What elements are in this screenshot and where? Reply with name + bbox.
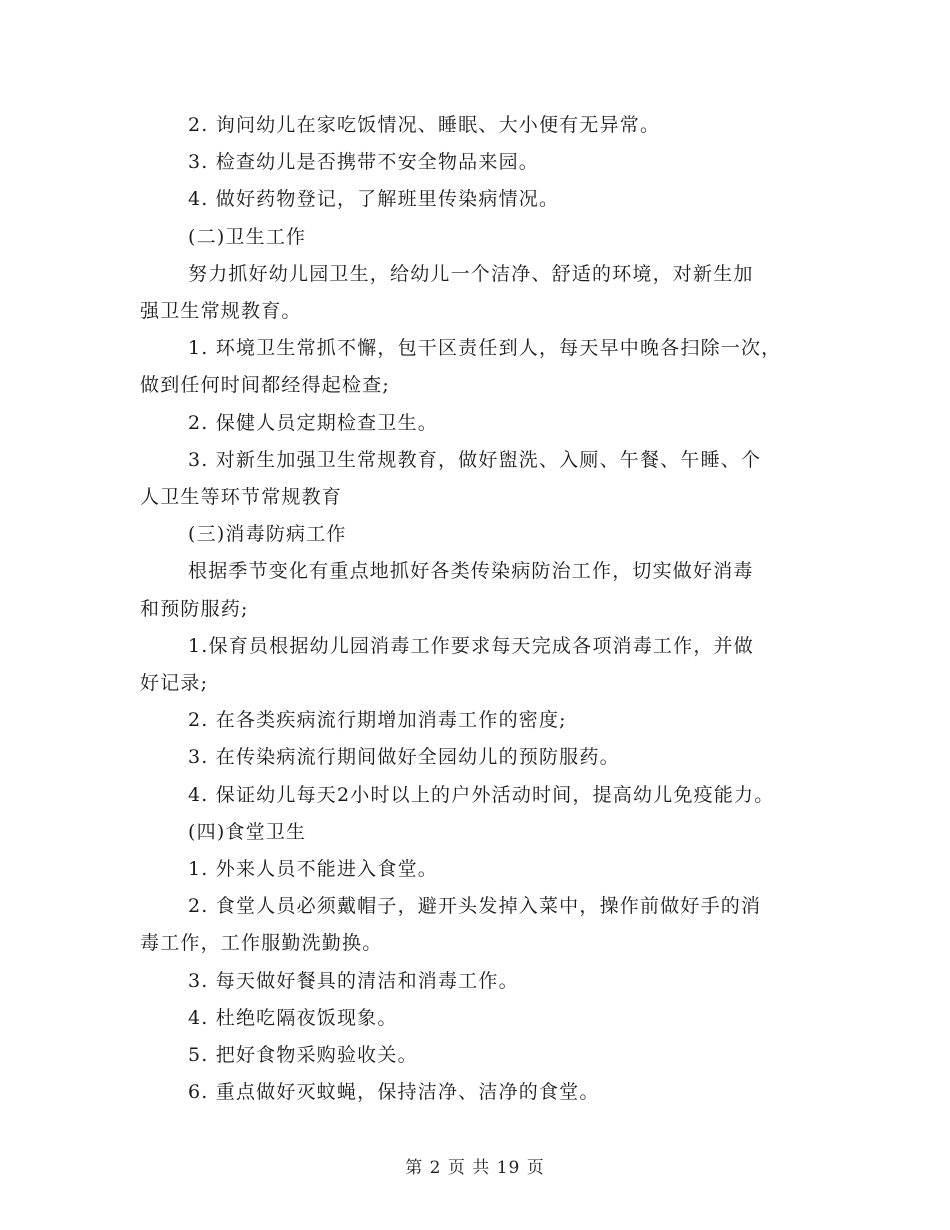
page-number: 第 2 页 共 19 页 bbox=[405, 1158, 545, 1178]
list-item: 3. 对新生加强卫生常规教育，做好盥洗、入厕、午餐、午睡、个 bbox=[188, 448, 762, 471]
paragraph-line: 根据季节变化有重点地抓好各类传染病防治工作，切实做好消毒 bbox=[188, 560, 754, 583]
section-heading: (二)卫生工作 bbox=[188, 225, 307, 248]
paragraph-line: 强卫生常规教育。 bbox=[140, 300, 302, 323]
list-item: 1. 环境卫生常抓不懈，包干区责任到人，每天早中晚各扫除一次， bbox=[188, 337, 782, 360]
list-item: 3. 检查幼儿是否携带不安全物品来园。 bbox=[188, 151, 539, 174]
document-body bbox=[140, 107, 820, 1111]
list-item: 2. 询问幼儿在家吃饭情况、睡眠、大小便有无异常。 bbox=[188, 114, 661, 136]
list-item: 2. 在各类疾病流行期增加消毒工作的密度; bbox=[188, 709, 567, 732]
list-item: 2. 食堂人员必须戴帽子，避开头发掉入菜中，操作前做好手的消 bbox=[188, 895, 762, 918]
list-item: 4. 保证幼儿每天2小时以上的户外活动时间，提高幼儿免疫能力。 bbox=[188, 783, 775, 806]
list-item: 3. 每天做好餐具的清洁和消毒工作。 bbox=[188, 969, 519, 992]
list-item: 4. 做好药物登记，了解班里传染病情况。 bbox=[188, 188, 560, 211]
list-item: 4. 杜绝吃隔夜饭现象。 bbox=[188, 1006, 398, 1029]
list-item-continuation: 人卫生等环节常规教育 bbox=[140, 486, 343, 509]
section-heading: (三)消毒防病工作 bbox=[188, 523, 347, 546]
list-item-continuation: 毒工作，工作服勤洗勤换。 bbox=[140, 932, 383, 955]
section-heading: (四)食堂卫生 bbox=[188, 820, 307, 843]
list-item: 1. 外来人员不能进入食堂。 bbox=[188, 858, 438, 881]
paragraph-line: 和预防服药; bbox=[140, 597, 249, 620]
list-item-continuation: 做到任何时间都经得起检查; bbox=[140, 374, 391, 397]
list-item: 3. 在传染病流行期间做好全园幼儿的预防服药。 bbox=[188, 746, 620, 769]
paragraph-line: 努力抓好幼儿园卫生，给幼儿一个洁净、舒适的环境，对新生加 bbox=[188, 262, 754, 285]
list-item: 5. 把好食物采购验收关。 bbox=[188, 1044, 418, 1067]
list-item-continuation: 好记录; bbox=[140, 672, 209, 695]
list-item: 1.保育员根据幼儿园消毒工作要求每天完成各项消毒工作，并做 bbox=[188, 634, 754, 657]
list-item: 2. 保健人员定期检查卫生。 bbox=[188, 411, 438, 434]
list-item: 6. 重点做好灭蚊蝇，保持洁净、洁净的食堂。 bbox=[188, 1081, 600, 1104]
